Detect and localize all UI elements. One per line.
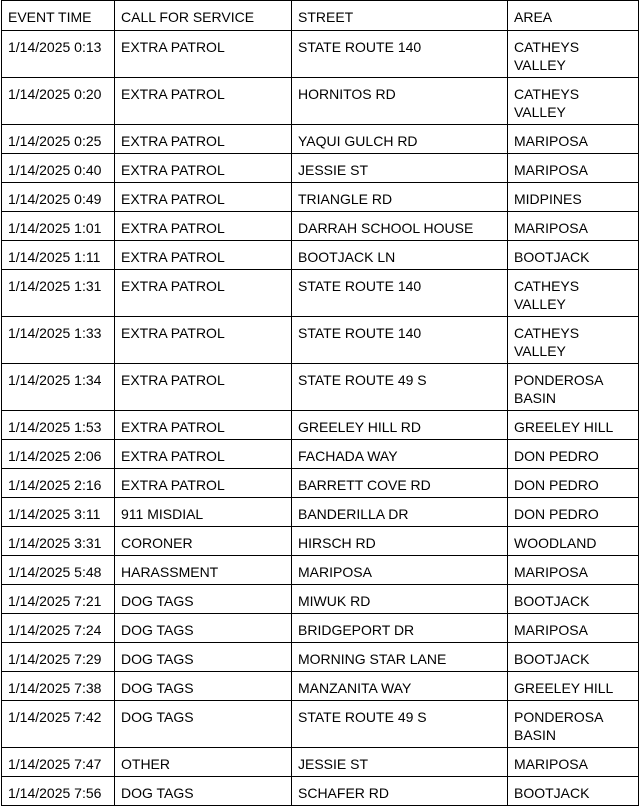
area-cell: MARIPOSA [508, 748, 639, 777]
event-time-cell: 1/14/2025 2:16 [2, 469, 115, 498]
call-for-service-cell: EXTRA PATROL [115, 469, 292, 498]
call-for-service-cell: EXTRA PATROL [115, 440, 292, 469]
street-cell: DARRAH SCHOOL HOUSE [292, 212, 508, 241]
area-cell: MARIPOSA [508, 212, 639, 241]
area-cell: MARIPOSA [508, 556, 639, 585]
table-row [2, 125, 639, 154]
call-for-service-cell: EXTRA PATROL [115, 317, 292, 364]
event-time-cell: 1/14/2025 7:24 [2, 614, 115, 643]
street-cell: BRIDGEPORT DR [292, 614, 508, 643]
street-cell: STATE ROUTE 140 [292, 270, 508, 317]
area-cell: BOOTJACK [508, 585, 639, 614]
area-cell: CATHEYS VALLEY [508, 78, 639, 125]
area-cell: CATHEYS VALLEY [508, 317, 639, 364]
call-for-service-cell: EXTRA PATROL [115, 364, 292, 411]
event-time-cell: 1/14/2025 7:42 [2, 701, 115, 748]
table-body [2, 31, 639, 806]
table-row [2, 183, 639, 212]
header-row [2, 1, 639, 31]
event-time-cell: 1/14/2025 0:13 [2, 31, 115, 78]
event-time-cell: 1/14/2025 1:34 [2, 364, 115, 411]
area-cell: MARIPOSA [508, 614, 639, 643]
street-cell: BARRETT COVE RD [292, 469, 508, 498]
event-time-cell: 1/14/2025 0:40 [2, 154, 115, 183]
call-for-service-cell: DOG TAGS [115, 777, 292, 806]
street-cell: STATE ROUTE 140 [292, 31, 508, 78]
table-row [2, 748, 639, 777]
call-for-service-cell: EXTRA PATROL [115, 241, 292, 270]
call-for-service-cell: DOG TAGS [115, 701, 292, 748]
street-cell: MARIPOSA [292, 556, 508, 585]
event-time-cell: 1/14/2025 7:38 [2, 672, 115, 701]
call-log-table [1, 0, 639, 806]
table-row [2, 440, 639, 469]
area-cell: DON PEDRO [508, 469, 639, 498]
street-cell: MIWUK RD [292, 585, 508, 614]
area-cell: GREELEY HILL [508, 672, 639, 701]
table-row [2, 701, 639, 748]
street-cell: FACHADA WAY [292, 440, 508, 469]
table-header [2, 1, 639, 31]
street-cell: HORNITOS RD [292, 78, 508, 125]
area-cell: BOOTJACK [508, 643, 639, 672]
street-cell: JESSIE ST [292, 748, 508, 777]
call-for-service-cell: EXTRA PATROL [115, 154, 292, 183]
column-header-area: AREA [508, 1, 639, 31]
event-time-cell: 1/14/2025 1:33 [2, 317, 115, 364]
column-header-event-time: EVENT TIME [2, 1, 115, 31]
table-row [2, 777, 639, 806]
table-row [2, 78, 639, 125]
event-time-cell: 1/14/2025 5:48 [2, 556, 115, 585]
event-time-cell: 1/14/2025 0:20 [2, 78, 115, 125]
event-time-cell: 1/14/2025 1:31 [2, 270, 115, 317]
area-cell: BOOTJACK [508, 241, 639, 270]
street-cell: MANZANITA WAY [292, 672, 508, 701]
event-time-cell: 1/14/2025 3:11 [2, 498, 115, 527]
area-cell: DON PEDRO [508, 498, 639, 527]
call-for-service-cell: DOG TAGS [115, 643, 292, 672]
area-cell: GREELEY HILL [508, 411, 639, 440]
table-row [2, 527, 639, 556]
area-cell: WOODLAND [508, 527, 639, 556]
event-time-cell: 1/14/2025 0:25 [2, 125, 115, 154]
table-row [2, 672, 639, 701]
call-for-service-cell: 911 MISDIAL [115, 498, 292, 527]
call-for-service-cell: DOG TAGS [115, 672, 292, 701]
area-cell: DON PEDRO [508, 440, 639, 469]
event-time-cell: 1/14/2025 7:56 [2, 777, 115, 806]
area-cell: MARIPOSA [508, 154, 639, 183]
table-row [2, 498, 639, 527]
table-row [2, 154, 639, 183]
area-cell: BOOTJACK [508, 777, 639, 806]
table-row [2, 585, 639, 614]
area-cell: CATHEYS VALLEY [508, 31, 639, 78]
event-time-cell: 1/14/2025 2:06 [2, 440, 115, 469]
street-cell: YAQUI GULCH RD [292, 125, 508, 154]
event-time-cell: 1/14/2025 7:29 [2, 643, 115, 672]
event-time-cell: 1/14/2025 1:11 [2, 241, 115, 270]
table-row [2, 556, 639, 585]
event-time-cell: 1/14/2025 1:53 [2, 411, 115, 440]
call-for-service-cell: OTHER [115, 748, 292, 777]
table-row [2, 270, 639, 317]
call-for-service-cell: EXTRA PATROL [115, 125, 292, 154]
table-row [2, 614, 639, 643]
street-cell: SCHAFER RD [292, 777, 508, 806]
event-time-cell: 1/14/2025 1:01 [2, 212, 115, 241]
call-for-service-cell: DOG TAGS [115, 614, 292, 643]
column-header-street: STREET [292, 1, 508, 31]
call-for-service-cell: EXTRA PATROL [115, 411, 292, 440]
call-for-service-cell: EXTRA PATROL [115, 183, 292, 212]
call-for-service-cell: EXTRA PATROL [115, 31, 292, 78]
street-cell: HIRSCH RD [292, 527, 508, 556]
street-cell: BOOTJACK LN [292, 241, 508, 270]
street-cell: STATE ROUTE 140 [292, 317, 508, 364]
table-row [2, 364, 639, 411]
table-row [2, 212, 639, 241]
call-for-service-cell: HARASSMENT [115, 556, 292, 585]
call-for-service-cell: EXTRA PATROL [115, 212, 292, 241]
street-cell: BANDERILLA DR [292, 498, 508, 527]
table-row [2, 241, 639, 270]
area-cell: CATHEYS VALLEY [508, 270, 639, 317]
area-cell: PONDEROSA BASIN [508, 701, 639, 748]
street-cell: TRIANGLE RD [292, 183, 508, 212]
call-for-service-cell: EXTRA PATROL [115, 78, 292, 125]
event-time-cell: 1/14/2025 3:31 [2, 527, 115, 556]
table-row [2, 317, 639, 364]
event-time-cell: 1/14/2025 0:49 [2, 183, 115, 212]
street-cell: STATE ROUTE 49 S [292, 364, 508, 411]
street-cell: MORNING STAR LANE [292, 643, 508, 672]
table-row [2, 411, 639, 440]
table-row [2, 643, 639, 672]
event-time-cell: 1/14/2025 7:47 [2, 748, 115, 777]
column-header-call-for-service: CALL FOR SERVICE [115, 1, 292, 31]
street-cell: STATE ROUTE 49 S [292, 701, 508, 748]
area-cell: PONDEROSA BASIN [508, 364, 639, 411]
call-for-service-cell: EXTRA PATROL [115, 270, 292, 317]
table-row [2, 469, 639, 498]
area-cell: MARIPOSA [508, 125, 639, 154]
event-time-cell: 1/14/2025 7:21 [2, 585, 115, 614]
call-for-service-cell: DOG TAGS [115, 585, 292, 614]
street-cell: GREELEY HILL RD [292, 411, 508, 440]
area-cell: MIDPINES [508, 183, 639, 212]
street-cell: JESSIE ST [292, 154, 508, 183]
table-row [2, 31, 639, 78]
call-for-service-cell: CORONER [115, 527, 292, 556]
